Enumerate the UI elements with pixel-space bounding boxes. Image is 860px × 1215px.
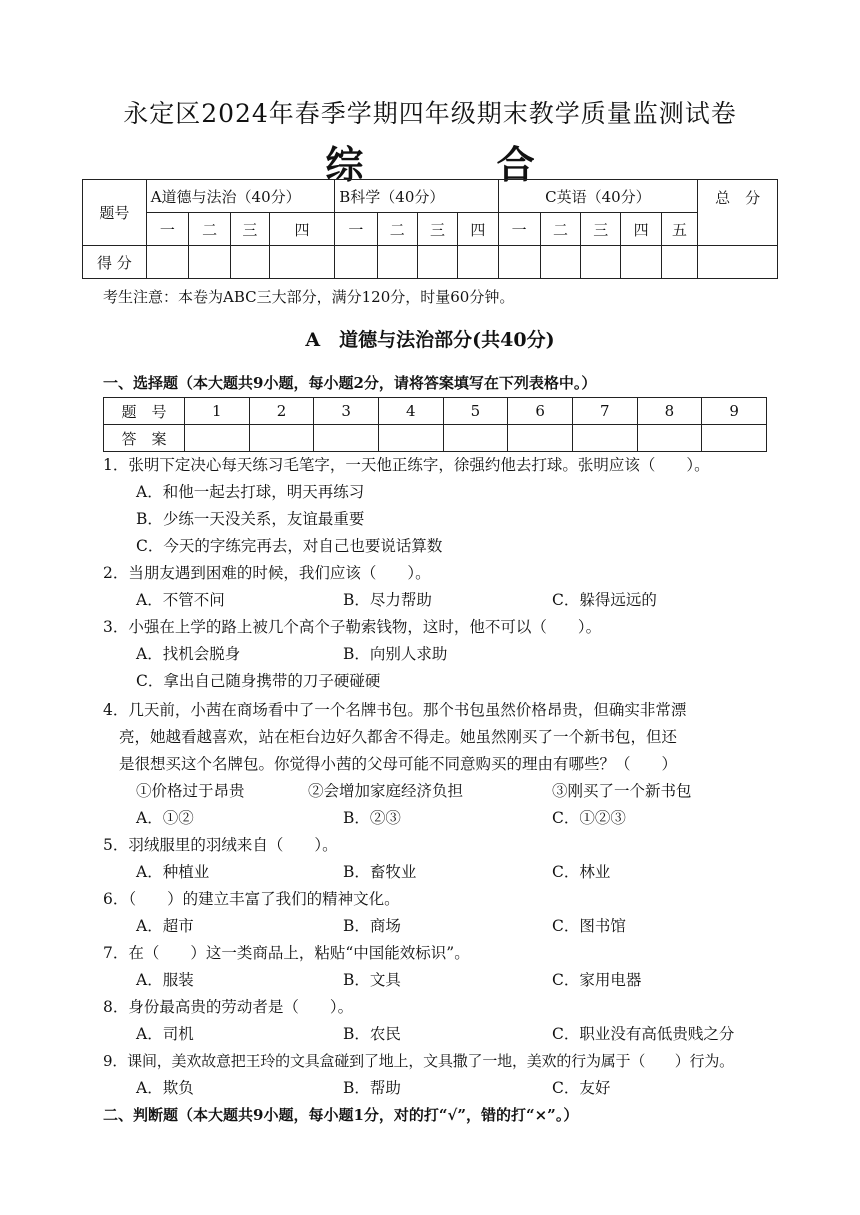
score-cell[interactable] [498,246,540,279]
question-5: 5．羽绒服里的羽绒来自（ ）。 [103,836,338,854]
answer-table-number: 9 [702,398,767,425]
option-b: B．文具 [343,971,401,989]
score-table-col: 一 [498,213,540,246]
option-b: B．②③ [343,809,401,827]
question-1: 1．张明下定决心每天练习毛笔字，一天他正练字，徐强约他去打球。张明应该（ ）。 [103,456,710,474]
score-table-col: 三 [231,213,269,246]
score-cell[interactable] [231,246,269,279]
score-cell[interactable] [581,246,621,279]
subject-title-text: 综 合 [325,143,595,187]
answer-cell[interactable] [637,425,702,452]
score-cell[interactable] [335,246,377,279]
score-cell[interactable] [661,246,697,279]
score-cell[interactable] [269,246,335,279]
question-2: 2．当朋友遇到困难的时候，我们应该（ ）。 [103,564,431,582]
question-9: 9．课间，美欢故意把王玲的文具盒碰到了地上，文具撒了一地，美欢的行为属于（ ）行为。 [103,1052,734,1070]
option-a: A．司机 [136,1025,194,1043]
answer-table-number: 8 [637,398,702,425]
answer-cell[interactable] [249,425,314,452]
option-c: C．①②③ [552,809,626,827]
question-3: 3．小强在上学的路上被几个高个子勒索钱物，这时，他不可以（ ）。 [103,618,602,636]
option-a: A．找机会脱身 [136,645,241,663]
option-b: B．农民 [343,1025,401,1043]
score-cell[interactable] [146,246,188,279]
statement-1: ①价格过于昂贵 [136,782,245,800]
option-b: B．向别人求助 [343,645,448,663]
answer-table-number: 1 [185,398,250,425]
section-title-a: A 道德与法治部分(共40分) [305,329,555,351]
score-cell[interactable] [377,246,417,279]
score-table-col: 四 [269,213,335,246]
score-table-col: 五 [661,213,697,246]
score-table-col: 二 [540,213,580,246]
score-cell[interactable] [540,246,580,279]
score-table-section-a: A道德与法治（40分） [146,180,335,213]
option-a: A．服装 [136,971,194,989]
score-cell[interactable] [458,246,498,279]
score-table-col: 二 [377,213,417,246]
exam-notice: 考生注意：本卷为ABC三大部分，满分120分，时量60分钟。 [103,288,515,306]
question-7: 7．在（ ）这一类商品上，粘贴“中国能效标识”。 [103,944,470,962]
answer-table-number: 6 [508,398,573,425]
answer-cell[interactable] [314,425,379,452]
score-cell[interactable] [417,246,457,279]
score-table-col: 一 [335,213,377,246]
score-table-defen: 得 分 [83,246,147,279]
option-a: A．和他一起去打球，明天再练习 [136,483,365,501]
answer-table-number: 7 [572,398,637,425]
option-c: C．拿出自己随身携带的刀子硬碰硬 [136,672,381,690]
answer-cell[interactable] [702,425,767,452]
option-c: C．友好 [552,1079,611,1097]
answer-table-number: 2 [249,398,314,425]
score-table-col: 三 [417,213,457,246]
score-table-col: 二 [188,213,230,246]
question-8: 8．身份最高贵的劳动者是（ ）。 [103,998,354,1016]
answer-table [103,397,767,452]
answer-cell[interactable] [443,425,508,452]
option-a: A．不管不问 [136,591,225,609]
score-cell[interactable] [621,246,661,279]
option-b: B．尽力帮助 [343,591,432,609]
score-cell[interactable] [188,246,230,279]
answer-cell[interactable] [185,425,250,452]
option-a: A．①② [136,809,194,827]
option-c: C．家用电器 [552,971,642,989]
question-6: 6．（ ）的建立丰富了我们的精神文化。 [103,890,400,908]
answer-table-number: 4 [378,398,443,425]
option-c: C．林业 [552,863,611,881]
exam-title: 永定区2024年春季学期四年级期末教学质量监测试卷 [123,99,737,128]
score-table-section-b: B科学（40分） [335,180,498,213]
score-table-tihao: 题号 [83,180,147,246]
score-table-col: 四 [621,213,661,246]
answer-table-label-answer: 答 案 [104,425,185,452]
option-b: B．帮助 [343,1079,401,1097]
score-table-col: 三 [581,213,621,246]
answer-cell[interactable] [508,425,573,452]
option-a: A．超市 [136,917,194,935]
option-c: C．图书馆 [552,917,626,935]
answer-cell[interactable] [572,425,637,452]
option-c: C．职业没有高低贵贱之分 [552,1025,735,1043]
option-a: A．种植业 [136,863,210,881]
score-table-col: 一 [146,213,188,246]
answer-cell[interactable] [378,425,443,452]
score-table-section-c: C英语（40分） [498,180,698,213]
statement-2: ②会增加家庭经济负担 [308,782,464,800]
option-b: B．畜牧业 [343,863,417,881]
score-table-col: 四 [458,213,498,246]
option-b: B．商场 [343,917,401,935]
part2-heading: 二、判断题（本大题共9小题，每小题1分，对的打“√”，错的打“×”。） [103,1106,579,1124]
question-4-line-3: 是很想买这个名牌包。你觉得小茜的父母可能不同意购买的理由有哪些？（ ） [119,755,678,773]
option-b: B．少练一天没关系，友谊最重要 [136,510,365,528]
part1-heading: 一、选择题（本大题共9小题，每小题2分，请将答案填写在下列表格中。） [103,374,597,392]
question-4-line-2: 亮，她越看越喜欢，站在柜台边好久都舍不得走。她虽然刚买了一个新书包，但还 [119,728,678,746]
answer-table-number: 3 [314,398,379,425]
score-cell[interactable] [698,246,778,279]
statement-3: ③刚买了一个新书包 [552,782,692,800]
answer-table-label-number: 题 号 [104,398,185,425]
score-table [82,179,778,279]
option-a: A．欺负 [136,1079,194,1097]
score-table-total: 总 分 [698,180,778,246]
option-c: C．今天的字练完再去，对自己也要说话算数 [136,537,443,555]
question-4 [103,697,763,778]
question-4-line-1: 4．几天前，小茜在商场看中了一个名牌书包。那个书包虽然价格昂贵，但确实非常漂 [103,701,687,719]
answer-table-number: 5 [443,398,508,425]
option-c: C．躲得远远的 [552,591,657,609]
